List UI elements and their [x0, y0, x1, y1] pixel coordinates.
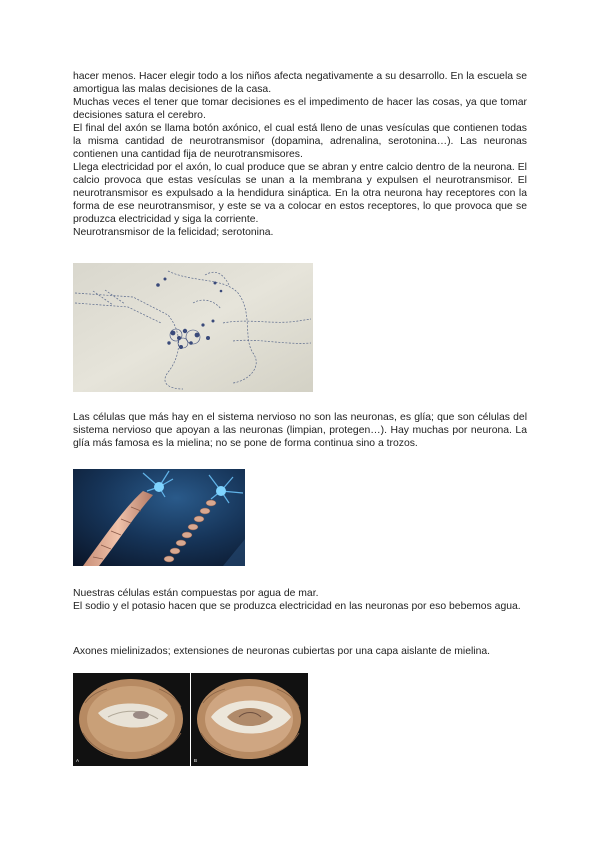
paragraph-glia: Las células que más hay en el sistema nervioso no son las neuronas, es glía; que son células del sistema nervioso que apoyan a las neuronas (limpian, protegen…). Hay muchas por neurona. La glía más famosa es la mielina; no se pone de forma continua sino a trozos.: [73, 412, 527, 449]
whiteboard-synapse-drawing: [73, 263, 313, 392]
paragraph-sodium-potassium: El sodio y el potasio hacen que se produzca electricidad en las neuronas por eso bebemos agua.: [73, 601, 521, 612]
brain-dissection-photo-b: [191, 673, 308, 766]
paragraph-serotonin: Neurotransmisor de la felicidad; serotonina.: [73, 227, 274, 238]
glia-text-block: [73, 411, 527, 450]
paragraph-children-decisions: hacer menos. Hacer elegir todo a los niños afecta negativamente a su desarrollo. En la escuela se amortigua las malas decisiones de la casa.: [73, 71, 527, 95]
photo-label-b: B: [194, 758, 198, 763]
paragraph-axon-terminal: El final del axón se llama botón axónico, el cual está lleno de unas vesículas que contienen todas la misma cantidad de neurotransmisor (dopamina, adrenalina, serotonina…). Las neuronas contienen una cantidad fija de neurotransmisores.: [73, 123, 527, 160]
paragraph-synapse-process: Llega electricidad por el axón, lo cual produce que se abran y entre calcio dentro de la neurona. El calcio provoca que estas vesículas se unan a la membrana y expulsen el neurotransmisor. El neurotransmisor es expulsado a la hendidura sináptica. En la otra neurona hay receptores con la forma de ese neurotransmisor, y este se va a colocar en estos receptores, lo que provoca que se produzca electricidad y siga la corriente.: [73, 162, 527, 225]
myelinated-neuron-illustration: [73, 469, 245, 566]
intro-text-block: [73, 70, 527, 239]
paragraph-decision-saturation: Muchas veces el tener que tomar decisiones es el impedimento de hacer las cosas, ya que tomar decisiones satura el cerebro.: [73, 97, 527, 121]
paragraph-sea-water: Nuestras células están compuestas por agua de mar.: [73, 588, 319, 599]
brain-dissection-photo-a: [73, 673, 190, 766]
axons-text-block: [73, 645, 527, 658]
water-text-block: [73, 587, 527, 613]
photo-label-a: A: [76, 758, 80, 763]
paragraph-myelinated-axons: Axones mielinizados; extensiones de neuronas cubiertas por una capa aislante de mielina.: [73, 646, 491, 657]
